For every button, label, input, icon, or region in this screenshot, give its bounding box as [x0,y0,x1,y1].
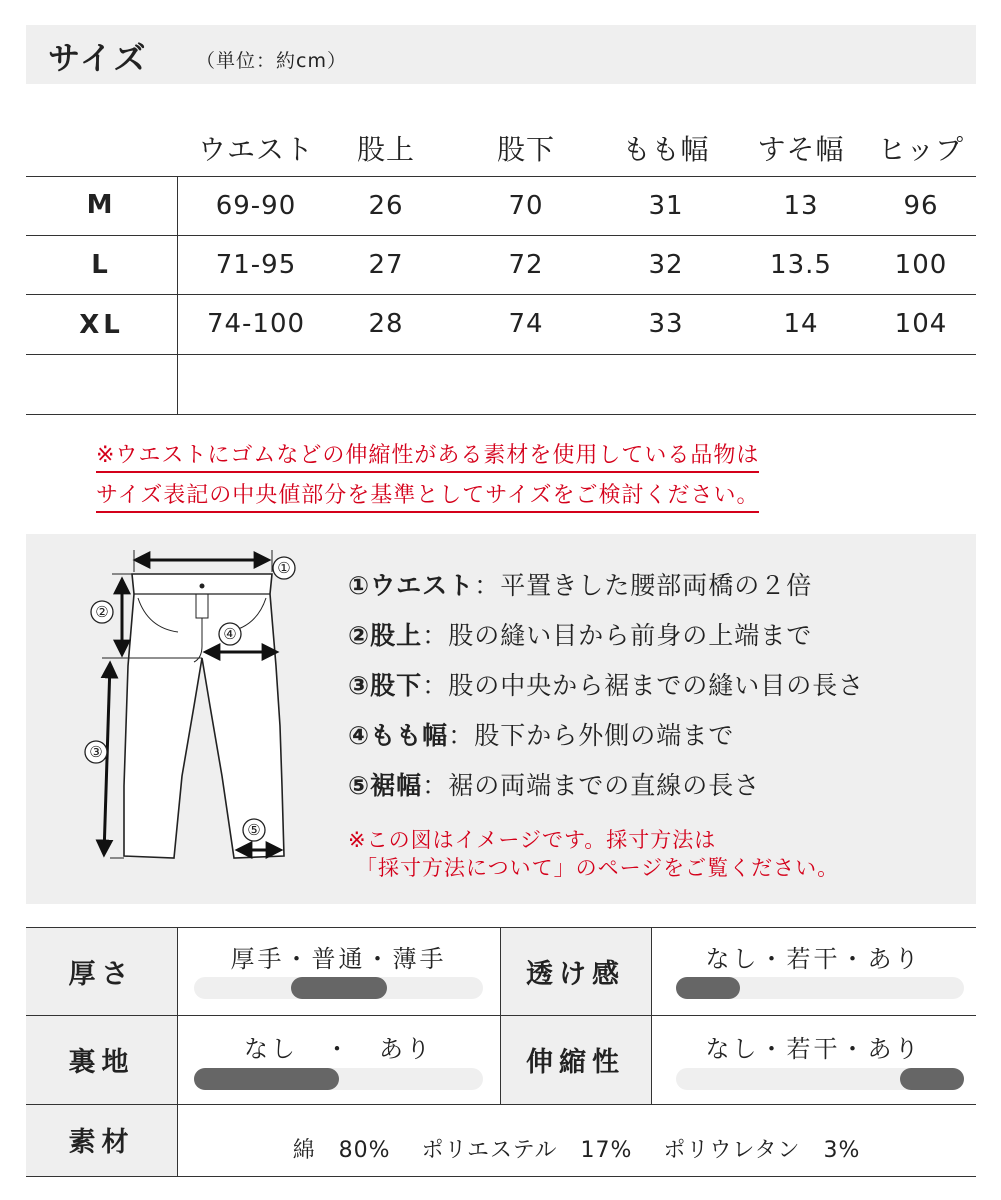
table-cell: 26 [368,191,404,221]
item-text: ：裾の両端までの直線の長さ [422,771,761,800]
measurement-item-rise [348,616,812,652]
table-divider [26,1015,976,1016]
item-text: ：平置きした腰部両橋の２倍 [474,571,813,600]
table-column-divider [177,176,178,415]
item-term: 股下 [370,671,423,700]
table-divider [26,927,976,928]
table-cell: 14 [783,309,819,339]
transparency-scale: なし・若干・あり [705,945,922,973]
measurement-item-thigh [348,716,734,752]
item-text: ：股の中央から裾までの縫い目の長さ [422,671,865,700]
marker-2: ② [95,603,109,621]
table-cell: 74-100 [206,309,306,339]
item-term: ウエスト [370,571,475,600]
lining-scale: なし ・ あり [244,1035,433,1063]
table-cell: 13 [783,191,819,221]
thickness-label: 厚さ [68,959,135,990]
attributes-table [26,927,976,1177]
lining-label: 裏地 [68,1047,135,1078]
material-value: 綿 80% ポリエステル 17% ポリウレタン 3% [292,1138,861,1163]
thickness-scale: 厚手・普通・薄手 [230,945,447,973]
size-header [26,25,976,84]
column-header-rise: 股上 [356,133,415,166]
item-text: ：股の縫い目から前身の上端まで [422,621,813,650]
item-text: ：股下から外側の端まで [448,721,735,750]
table-divider [26,354,976,355]
notice-line-2: サイズ表記の中央値部分を基準としてサイズをご検討ください。 [96,478,896,513]
measurement-item-inseam [348,666,864,702]
table-cell: 70 [508,191,544,221]
table-cell: 27 [368,250,404,280]
item-number: ⑤ [348,771,371,800]
item-term: 裾幅 [370,771,423,800]
row-label-m: M [86,190,117,220]
thickness-meter-fill [291,977,387,999]
diagram-note-line-1: ※この図はイメージです。採寸方法は [348,828,717,852]
column-header-waist: ウエスト [197,133,314,166]
table-cell: 69-90 [215,191,297,221]
table-cell: 71-95 [215,250,297,280]
transparency-meter [676,977,964,999]
stretch-scale: なし・若干・あり [705,1035,922,1063]
transparency-meter-fill [676,977,740,999]
item-number: ③ [348,671,371,700]
item-number: ① [348,571,371,600]
table-cell: 104 [894,309,948,339]
stretch-label: 伸縮性 [526,1047,625,1078]
header-title: サイズ [48,39,148,77]
row-label-l: L [91,250,112,280]
item-number: ④ [348,721,371,750]
item-term: 股上 [370,621,423,650]
column-header-hem: すそ幅 [757,133,845,166]
table-divider [26,1104,976,1105]
table-cell: 32 [648,250,684,280]
measurement-panel [26,534,976,904]
item-term: もも幅 [370,721,449,750]
table-divider [26,294,976,295]
marker-1: ① [277,559,291,577]
table-divider [26,414,976,415]
pants-diagram-icon [82,546,312,886]
stretch-meter [676,1068,964,1090]
lining-meter [194,1068,483,1090]
marker-4: ④ [223,625,237,643]
marker-3: ③ [89,743,103,761]
transparency-label: 透け感 [526,959,625,990]
marker-5: ⑤ [247,821,261,839]
notice-line-1: ※ウエストにゴムなどの伸縮性がある素材を使用している品物は [96,438,896,473]
diagram-note-line-2: 「採寸方法について」のページをご覧ください。 [356,856,840,880]
table-cell: 72 [508,250,544,280]
table-divider [26,235,976,236]
table-cell: 31 [648,191,684,221]
table-cell: 28 [368,309,404,339]
thickness-meter [194,977,483,999]
header-unit: （単位：約cm） [196,50,347,72]
column-header-thigh: もも幅 [622,133,710,166]
measurement-item-waist [348,566,812,602]
table-cell: 13.5 [770,250,832,280]
table-cell: 74 [508,309,544,339]
column-header-inseam: 股下 [496,133,555,166]
item-number: ② [348,621,371,650]
table-cell: 100 [894,250,948,280]
row-label-xl: XL [79,310,124,340]
stretch-meter-fill [900,1068,964,1090]
table-cell: 33 [648,309,684,339]
table-cell: 96 [903,191,939,221]
measurement-item-hem [348,766,760,802]
material-label: 素材 [68,1127,135,1158]
lining-meter-fill [194,1068,339,1090]
table-divider [26,176,976,177]
column-header-hip: ヒップ [877,133,965,166]
size-table [26,118,976,415]
